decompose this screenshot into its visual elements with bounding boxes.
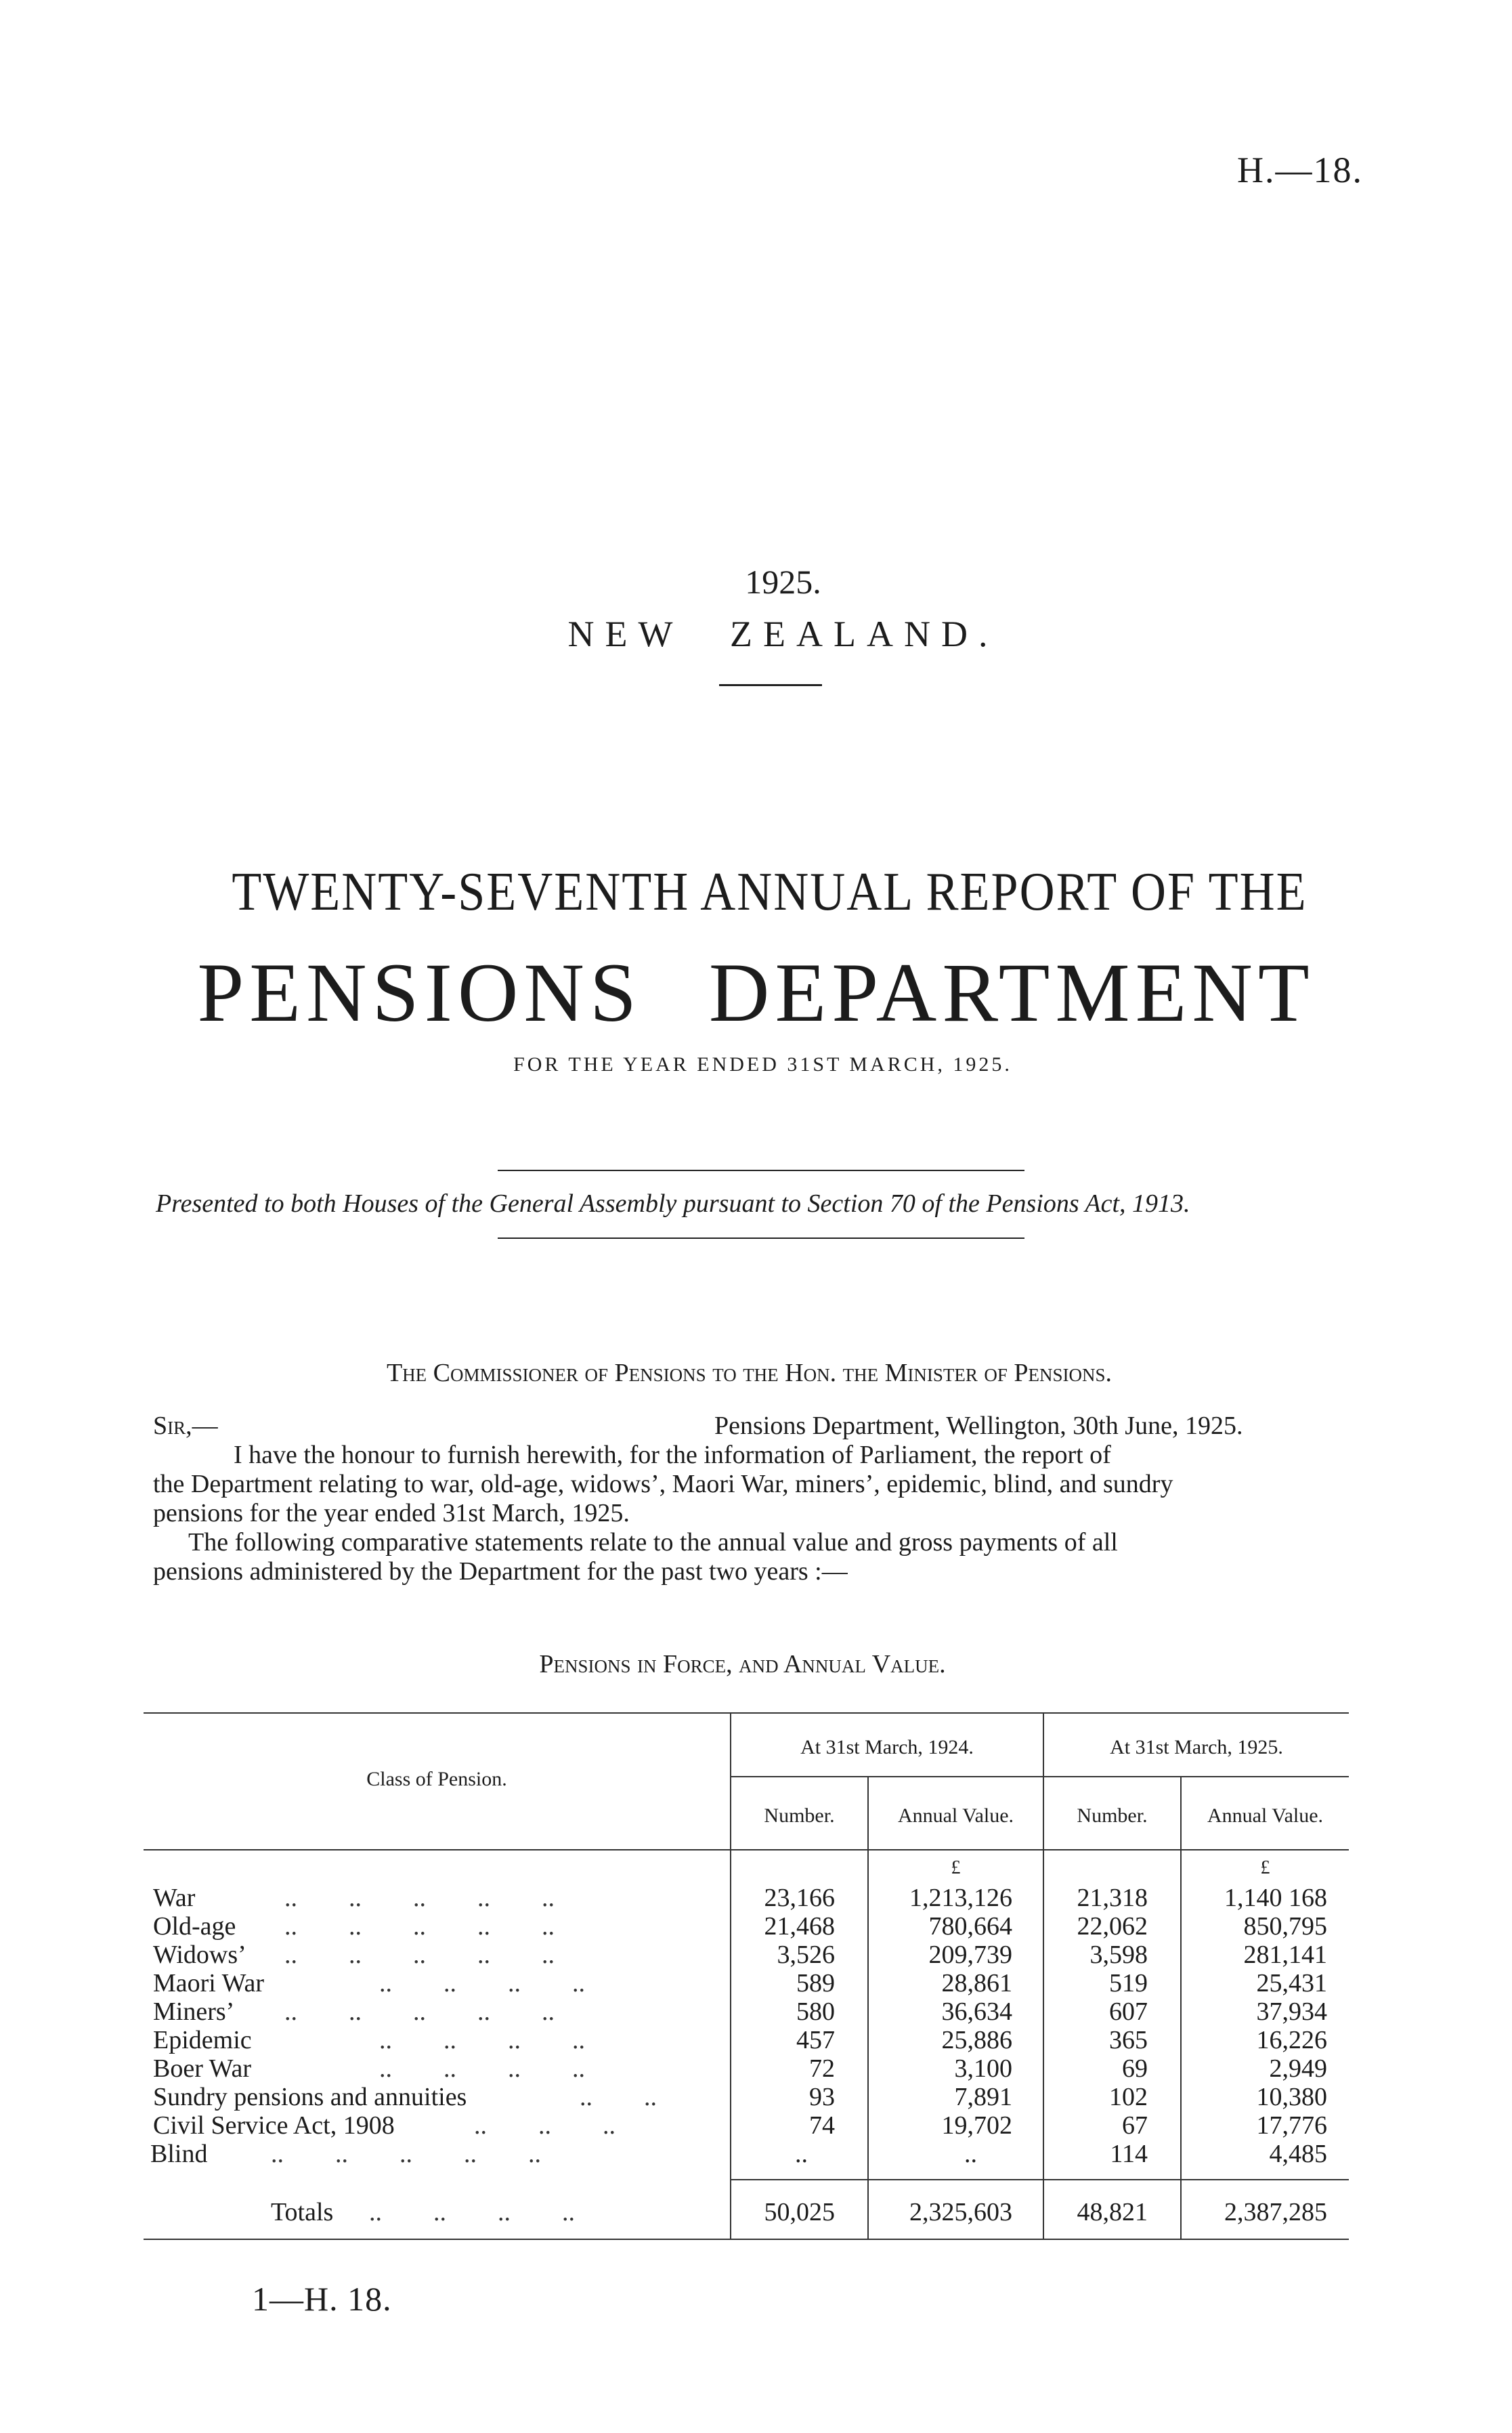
totals-value-1925: 2,387,285 (1224, 2198, 1327, 2226)
row-number-1924: 74 (809, 2111, 835, 2140)
row-value-1925: 17,776 (1256, 2111, 1327, 2140)
row-number-1925: 102 (1109, 2083, 1148, 2111)
row-value-1924: 7,891 (954, 2083, 1012, 2111)
currency-1925: £ (1260, 1857, 1270, 1878)
table-title: Pensions in Force, and Annual Value. (539, 1650, 946, 1678)
presented-note: Presented to both Houses of the General Assembly pursuant to Section 70 of the Pensions Act, 1913. (156, 1189, 1190, 1218)
divider-bottom (498, 1237, 1024, 1239)
table-col-divider-2 (867, 1777, 869, 2239)
document-reference: H.—18. (1237, 150, 1363, 190)
para1-line1: I have the honour to furnish herewith, for the information of Parliament, the report of (234, 1441, 1111, 1469)
row-number-1925: 21,318 (1077, 1884, 1148, 1912)
row-value-1924: 1,213,126 (909, 1884, 1012, 1912)
row-value-1925: 2,949 (1269, 2054, 1327, 2083)
row-value-1924: 209,739 (928, 1941, 1012, 1969)
title-line-1: TWENTY-SEVENTH ANNUAL REPORT OF THE (232, 861, 1308, 922)
row-number-1924: 457 (796, 2026, 835, 2054)
totals-label: Totals (271, 2198, 334, 2226)
letter-heading: The Commissioner of Pensions to the Hon. the Minister of Pensions. (386, 1359, 1113, 1387)
row-label: Miners’ (153, 1997, 235, 2026)
row-value-1925: 1,140 168 (1224, 1884, 1327, 1912)
row-number-1925: 3,598 (1089, 1941, 1148, 1969)
totals-value-1924: 2,325,603 (909, 2198, 1012, 2226)
row-number-1925: 607 (1109, 1997, 1148, 2026)
table-col-divider-3 (1043, 1712, 1044, 2239)
row-value-1925: 16,226 (1256, 2026, 1327, 2054)
table-header-rule (144, 1849, 1349, 1850)
row-number-1925: 365 (1109, 2026, 1148, 2054)
row-value-1924: 36,634 (941, 1997, 1012, 2026)
row-number-1924: 72 (809, 2054, 835, 2083)
row-number-1924: 21,468 (764, 1912, 835, 1941)
row-label: Old-age (153, 1912, 236, 1941)
row-value-1924: .. (964, 2140, 977, 2168)
row-label: Civil Service Act, 1908 (153, 2111, 395, 2140)
row-number-1925: 67 (1122, 2111, 1148, 2140)
row-value-1925: 10,380 (1256, 2083, 1327, 2111)
row-number-1925: 519 (1109, 1969, 1148, 1997)
table-totals-rule (730, 2179, 1349, 2180)
row-label: Sundry pensions and annuities (153, 2083, 467, 2111)
header-group-1924: At 31st March, 1924. (800, 1736, 974, 1758)
header-class-of-pension: Class of Pension. (366, 1768, 507, 1790)
row-value-1925: 281,141 (1243, 1941, 1327, 1969)
totals-number-1924: 50,025 (764, 2198, 835, 2226)
header-value-1924: Annual Value. (897, 1804, 1014, 1827)
row-number-1925: 114 (1110, 2140, 1148, 2168)
row-label: War (153, 1884, 196, 1912)
row-number-1924: .. (795, 2140, 808, 2168)
row-value-1924: 3,100 (954, 2054, 1012, 2083)
row-number-1924: 580 (796, 1997, 835, 2026)
title-line-3: FOR THE YEAR ENDED 31ST MARCH, 1925. (513, 1053, 1012, 1076)
row-label: Blind (150, 2140, 208, 2168)
divider-short (719, 684, 822, 686)
table-group-rule (730, 1776, 1349, 1777)
table-col-divider-4 (1180, 1777, 1182, 2239)
page-signature: 1—H. 18. (252, 2280, 392, 2318)
header-group-1925: At 31st March, 1925. (1110, 1736, 1283, 1758)
row-value-1925: 37,934 (1256, 1997, 1327, 2026)
country-name: NEW ZEALAND. (567, 614, 999, 654)
title-line-2: PENSIONS DEPARTMENT (197, 946, 1315, 1039)
row-value-1925: 4,485 (1269, 2140, 1327, 2168)
row-label: Boer War (153, 2054, 252, 2083)
row-label: Maori War (153, 1969, 265, 1997)
header-number-1925: Number. (1077, 1804, 1148, 1827)
para1-line3: pensions for the year ended 31st March, 1925. (153, 1499, 630, 1527)
report-year: 1925. (745, 563, 821, 601)
row-value-1925: 850,795 (1243, 1912, 1327, 1941)
header-number-1924: Number. (764, 1804, 835, 1827)
row-value-1924: 780,664 (928, 1912, 1012, 1941)
totals-number-1925: 48,821 (1077, 2198, 1148, 2226)
row-label: Widows’ (153, 1941, 246, 1969)
row-number-1925: 22,062 (1077, 1912, 1148, 1941)
row-number-1924: 93 (809, 2083, 835, 2111)
salutation: Sir,— (153, 1412, 218, 1440)
row-number-1925: 69 (1122, 2054, 1148, 2083)
row-number-1924: 589 (796, 1969, 835, 1997)
header-value-1925: Annual Value. (1207, 1804, 1324, 1827)
divider-top (498, 1170, 1024, 1171)
row-value-1924: 25,886 (941, 2026, 1012, 2054)
table-bottom-rule (144, 2239, 1349, 2240)
table-top-rule (144, 1712, 1349, 1714)
table-col-divider-1 (730, 1712, 731, 2239)
row-value-1925: 25,431 (1256, 1969, 1327, 1997)
row-number-1924: 23,166 (764, 1884, 835, 1912)
row-label: Epidemic (153, 2026, 252, 2054)
para2-line1: The following comparative statements relate to the annual value and gross payments of all (188, 1528, 1118, 1557)
row-value-1924: 19,702 (941, 2111, 1012, 2140)
row-number-1924: 3,526 (777, 1941, 835, 1969)
para2-line2: pensions administered by the Department for the past two years :— (153, 1557, 848, 1586)
para1-line2: the Department relating to war, old-age, widows’, Maori War, miners’, epidemic, blind, and sundry (153, 1470, 1173, 1498)
place-date: Pensions Department, Wellington, 30th June, 1925. (714, 1412, 1243, 1440)
row-value-1924: 28,861 (941, 1969, 1012, 1997)
currency-1924: £ (951, 1857, 961, 1878)
